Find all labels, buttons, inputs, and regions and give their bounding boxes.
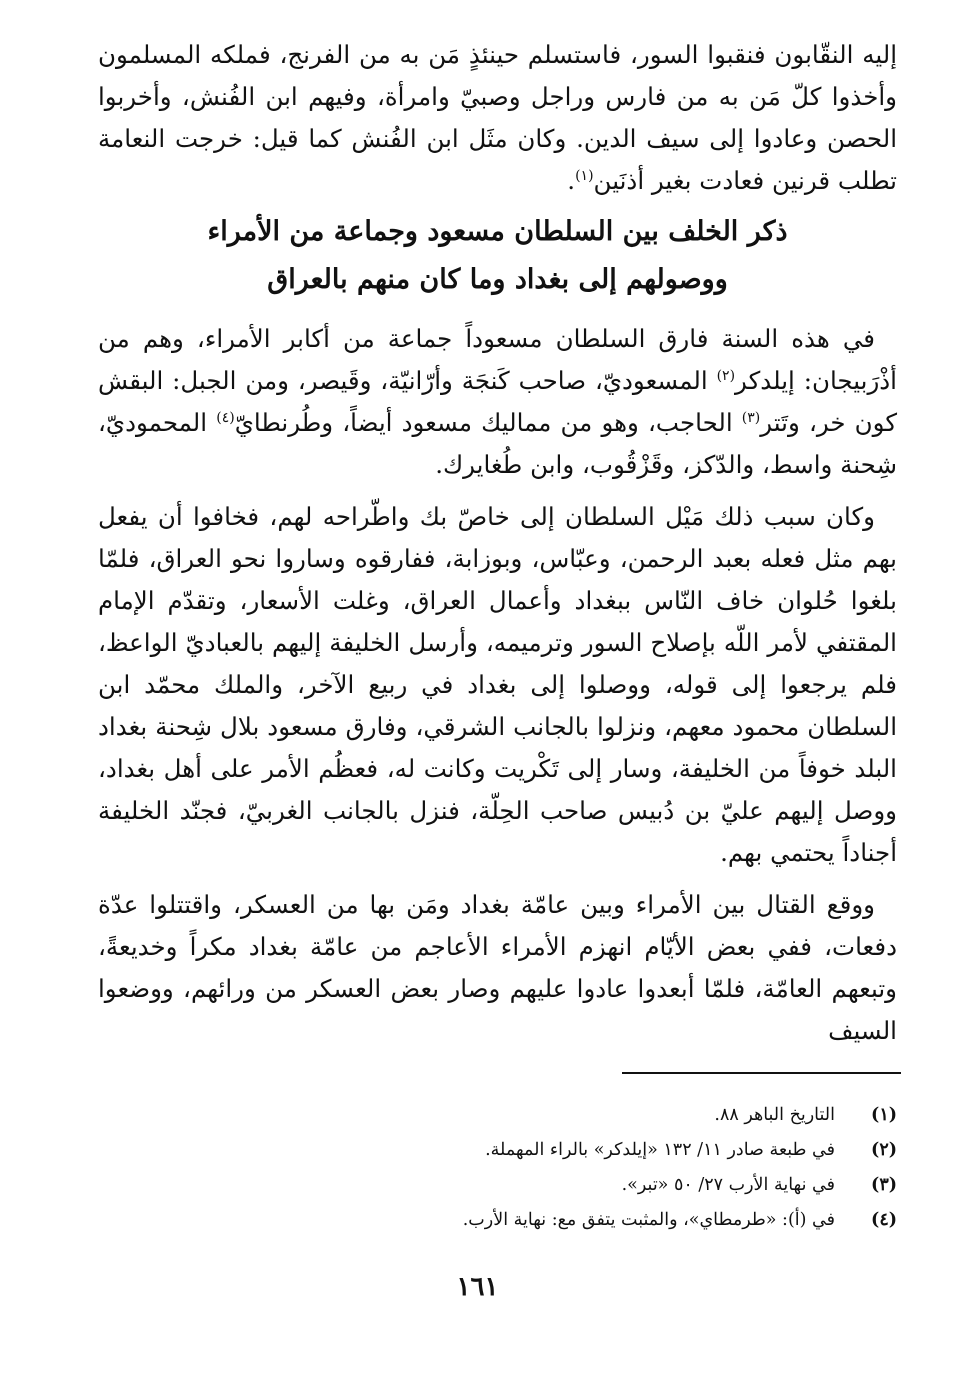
footnote-number: (٢) xyxy=(871,1140,897,1160)
intro-end: . xyxy=(567,166,576,195)
footnote-item xyxy=(98,1168,897,1203)
paragraph-2: وكان سبب ذلك مَيْل السلطان إلى خاصّ بك واطّراحه لهم، فخافوا أن يفعل بهم مثل فعله بعبد الرحمن، وعبّاس، وبوزابة، ففارقوه وساروا نحو العراق، فلمّا بلغوا حُلوان خاف النّاس ببغداد وأعمال العراق، وغلت الأسعار، وتقدّم الإمام المقتفي لأمر اللّه بإصلاح السور وترميمه، وأرسل الخليفة إليهم بالعباديّ الواعظ، فلم يرجعوا إلى قوله، ووصلوا إلى بغداد في ربيع الآخر، والملك محمّد ابن السلطان محمود معهم، ونزلوا بالجانب الشرقي، وفارق مسعود بلال شِحنة بغداد البلد خوفاً من الخليفة، وسار إلى تَكْريت وكانت له، فعظُم الأمر على أهل بغداد، ووصل إليهم عليّ بن دُبيس صاحب الحِلّة، فنزل بالجانب الغربيّ، فجنّد الخليفة أجناداً يحتمي بهم. xyxy=(98,502,897,867)
paragraph-1 xyxy=(98,318,897,486)
footnote-divider xyxy=(622,1072,901,1074)
paragraph-1-part-3: الحاجب، وهو من مماليك مسعود أيضاً، وطُرنطايّ xyxy=(234,408,742,437)
page-number: ١٦١ xyxy=(456,1272,499,1302)
footnote-number: (٣) xyxy=(871,1175,897,1195)
intro-paragraph xyxy=(98,34,897,202)
paragraph-3: ووقع القتال بين الأمراء وبين عامّة بغداد ومَن بها من العسكر، واقتتلوا عدّة دفعات، ففي بعض الأيّام انهزم الأمراء الأعاجم من عامّة بغداد مكراً وخديعةً، وتبعهم العامّة، فلمّا أبعدوا عادوا عليهم وصار بعض العسكر من ورائهم، ووضعوا السيف xyxy=(98,890,897,1045)
footnote-text: التاريخ الباهر ٨٨. xyxy=(714,1105,835,1125)
section-heading xyxy=(98,208,897,304)
footnote-number: (١) xyxy=(871,1105,897,1125)
heading-line-1: ذكر الخلف بين السلطان مسعود وجماعة من الأمراء xyxy=(207,216,788,247)
footnote-text: في نهاية الأرب ٢٧/ ٥٠ «تبر». xyxy=(621,1175,835,1195)
footnote-ref-3: (٣) xyxy=(741,409,761,426)
intro-line-2: وأخذوا كلّ مَن به من فارس وراجل وصبيّ وامرأة، وفيهم ابن الفُنش، وأخربوا xyxy=(98,82,897,111)
intro-line-4: قرنين فعادت بغير أذنَين xyxy=(593,166,831,195)
paragraph-1-part-1: في هذه السنة فارق السلطان مسعوداً جماعة من أكابر الأمراء، وهم من أذْرَبيجان: إيلدكر xyxy=(98,324,897,395)
heading-line-2: ووصولهم إلى بغداد وما كان منهم بالعراق xyxy=(267,264,728,295)
footnotes xyxy=(98,1098,897,1238)
intro-line-1: إليه النقّابون فنقبوا السور، فاستسلم حينئذٍ مَن به من الفرنج، فملكه المسلمون xyxy=(98,40,897,69)
footnote-number: (٤) xyxy=(871,1210,897,1230)
footnote-ref-4: (٤) xyxy=(216,409,235,426)
footnote-item xyxy=(98,1203,897,1238)
paragraph-1-part-4: المحموديّ، شِحنة واسط، والدّكز، وقَزْقُوب، وابن طُغايرك. xyxy=(98,408,897,479)
footnote-ref-2: (٢) xyxy=(716,367,736,384)
footnote-item xyxy=(98,1133,897,1168)
main-text xyxy=(98,34,897,1052)
intro-line-3: الحصن وعادوا إلى سيف الدين. وكان مثَل ابن الفُنش كما قيل: خرجت النعامة تطلب xyxy=(98,124,897,195)
footnote-text: في (أ): «طرمطاي»، والمثبت يتفق مع: نهاية الأرب. xyxy=(462,1210,835,1230)
footnote-ref-1: (١) xyxy=(575,167,594,184)
footnote-item xyxy=(98,1098,897,1133)
footnote-text: في طبعة صادر ١١/ ١٣٢ «إيلدكر» بالراء المهملة. xyxy=(485,1140,835,1160)
paragraph-1-part-2: المسعوديّ، صاحب كَنجَة وأرّانيّة، وقَيصر، ومن الجبل: البقش كون خر، وتَتر xyxy=(98,366,897,437)
